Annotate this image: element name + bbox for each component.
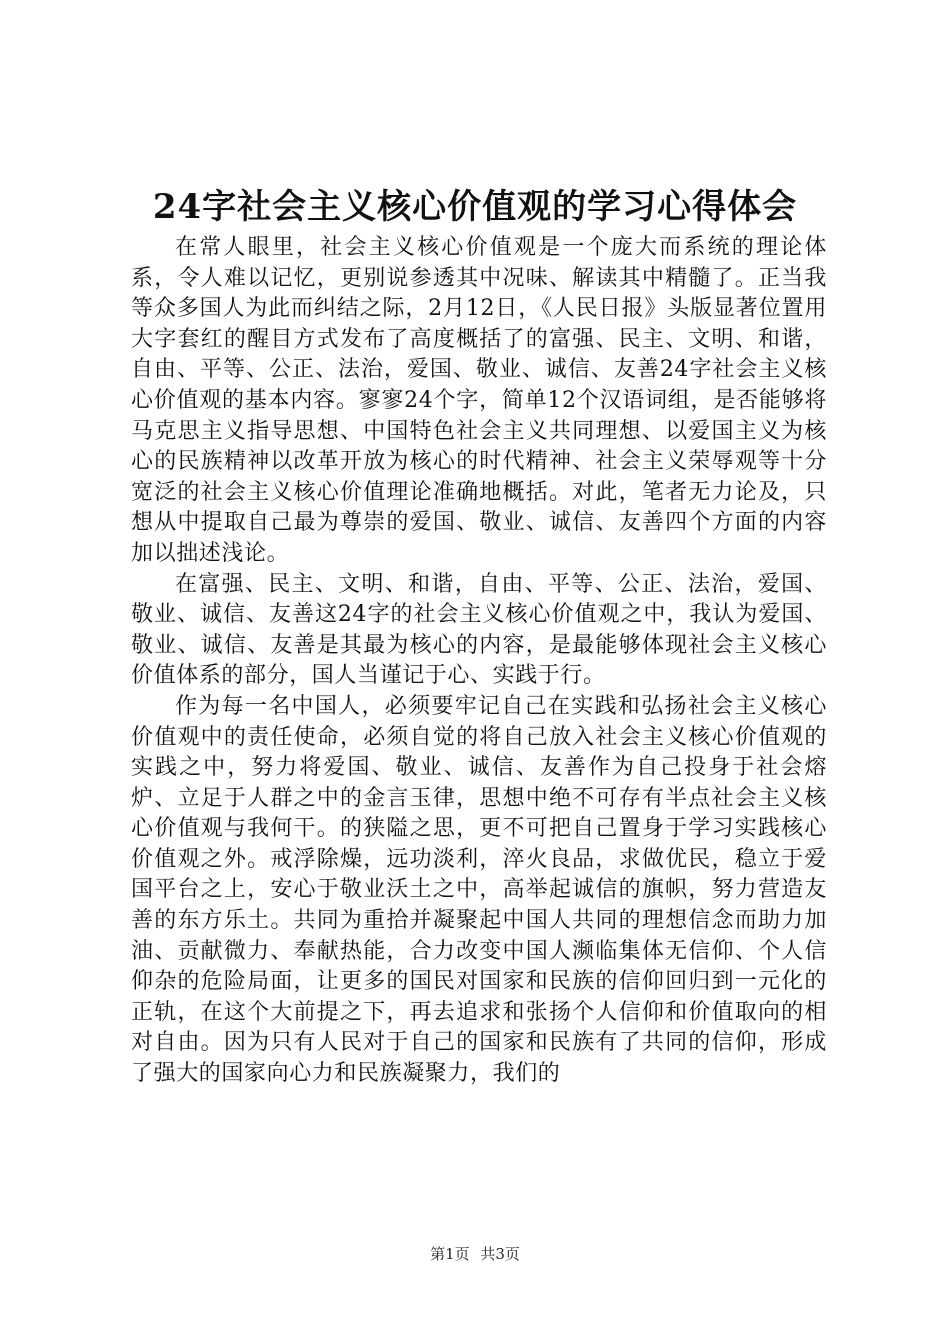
page-total: 共3页 xyxy=(480,1245,520,1263)
page-footer xyxy=(0,1244,950,1264)
document-body xyxy=(131,233,827,1090)
document-title: 24字社会主义核心价值观的学习心得体会 xyxy=(152,187,798,227)
paragraph-2: 在富强、民主、文明、和谐，自由、平等、公正、法治，爱国、敬业、诚信、友善这24字的社会主义核心价值观之中，我认为爱国、敬业、诚信、友善是其最为核心的内容，是最能够体现社会主义核心价值体系的部分，国人当谨记于心、实践于行。 xyxy=(131,571,827,689)
paragraph-1: 在常人眼里，社会主义核心价值观是一个庞大而系统的理论体系，令人难以记忆，更别说参透其中况味、解读其中精髓了。正当我等众多国人为此而纠结之际，2月12日，《人民日报》头版显著位置用大字套红的醒目方式发布了高度概括了的富强、民主、文明、和谐，自由、平等、公正、法治，爱国、敬业、诚信、友善24字社会主义核心价值观的基本内容。寥寥24个字，简单12个汉语词组，是否能够将马克思主义指导思想、中国特色社会主义共同理想、以爱国主义为核心的民族精神以改革开放为核心的时代精神、社会主义荣辱观等十分宽泛的社会主义核心价值理论准确地概括。对此，笔者无力论及，只想从中提取自己最为尊崇的爱国、敬业、诚信、友善四个方面的内容加以拙述浅论。 xyxy=(131,235,827,566)
paragraph-3: 作为每一名中国人，必须要牢记自己在实践和弘扬社会主义核心价值观中的责任使命，必须自觉的将自己放入社会主义核心价值观的实践之中，努力将爱国、敬业、诚信、友善作为自己投身于社会熔炉、立足于人群之中的金言玉律，思想中绝不可存有半点社会主义核心价值观与我何干。的狭隘之思，更不可把自己置身于学习实践核心价值观之外。戒浮除燥，远功淡利，淬火良品，求做优民，稳立于爱国平台之上，安心于敬业沃土之中，高举起诚信的旗帜，努力营造友善的东方乐土。共同为重拾并凝聚起中国人共同的理想信念而助力加油、贡献微力、奉献热能，合力改变中国人濒临集体无信仰、个人信仰杂的危险局面，让更多的国民对国家和民族的信仰回归到一元化的正轨，在这个大前提之下，再去追求和张扬个人信仰和价值取向的相对自由。因为只有人民对于自己的国家和民族有了共同的信仰，形成了强大的国家向心力和民族凝聚力，我们的 xyxy=(131,693,827,1087)
page-number: 第1页 xyxy=(430,1245,470,1263)
